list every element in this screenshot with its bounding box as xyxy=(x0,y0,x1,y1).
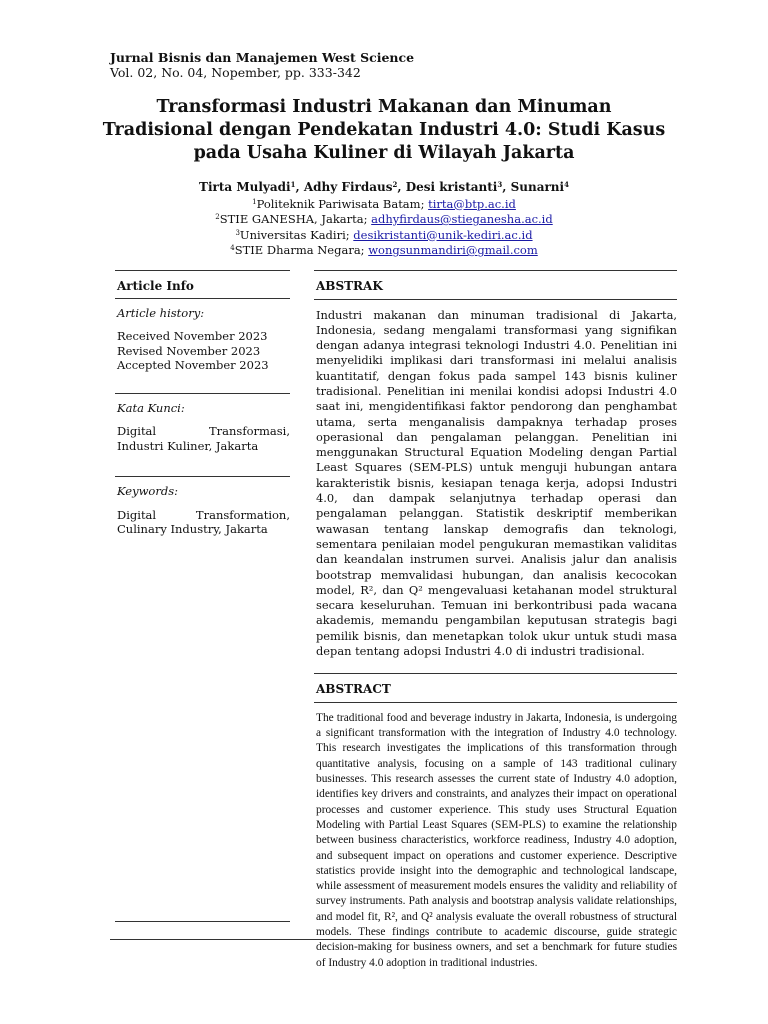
paper-title: Transformasi Industri Makanan dan Minuman Tradisional dengan Pendekatan Industri 4.0: Studi Kasus pada Usaha Kuliner di Wilayah Jakarta xyxy=(102,97,666,163)
keywords-block xyxy=(115,484,290,537)
affiliation-sup: 2 xyxy=(215,213,220,221)
author-name: Desi kristanti xyxy=(405,180,498,194)
journal-header xyxy=(110,50,414,80)
email-link[interactable]: desikristanti@unik-kediri.ac.id xyxy=(353,227,533,242)
author-block xyxy=(100,180,668,259)
abstrak-heading: ABSTRAK xyxy=(314,271,677,300)
affiliation-text: STIE GANESHA, Jakarta; xyxy=(219,212,372,226)
keywords-label: Keywords: xyxy=(117,484,178,498)
author-sup: 2 xyxy=(392,180,398,189)
affiliation-text: STIE Dharma Negara; xyxy=(234,243,369,257)
kata-kunci-text: Digital Transformasi, Industri Kuliner, Jakarta xyxy=(117,424,290,453)
affiliation-text: Politeknik Pariwisata Batam; xyxy=(256,196,429,211)
email-link[interactable]: tirta@btp.ac.id xyxy=(428,196,516,211)
article-history-dates xyxy=(117,329,290,373)
affiliation-1 xyxy=(100,197,668,213)
kata-kunci-block xyxy=(115,401,290,478)
abstract-heading: ABSTRACT xyxy=(314,674,677,703)
accepted-date: Accepted November 2023 xyxy=(117,358,269,372)
journal-name: Jurnal Bisnis dan Manajemen West Science xyxy=(110,50,415,65)
author-separator: , xyxy=(397,180,406,194)
author-name: Sunarni xyxy=(510,180,565,194)
author-names xyxy=(100,180,668,196)
abstrak-text: Industri makanan dan minuman tradisional di Jakarta, Indonesia, sedang mengalami transformasi yang signifikan dengan adanya integrasi teknologi Industri 4.0. Penelitian ini menyelidiki implikasi dari transformasi ini melalui analisis kuantitatif, dengan fokus pada sampel 143 bisnis kuliner tradisional. Penelitian ini menilai kondisi adopsi Industri 4.0 saat ini, mengidentifikasi faktor pendorong dan penghambat utama, serta menganalisis dampaknya terhadap proses operasional dan pengalaman pelanggan. Penelitian ini menggunakan Structural Equation Modeling dengan Partial Least Squares (SEM-PLS) untuk menguji hubungan antara karakteristik bisnis, kesiapan tenaga kerja, adopsi Industri 4.0, dan dampak selanjutnya terhadap operasi dan pengalaman pelanggan. Statistik deskriptif memberikan wawasan tentang lanskap demografis dan teknologi, sementara penilaian model pengukuran memastikan validitas dan keandalan instrumen survei. Analisis jalur dan analisis bootstrap memvalidasi hubungan, dan analisis kecocokan model, R², dan Q² mengevaluasi ketahanan model struktural secara keseluruhan. Temuan ini berkontribusi pada wacana akademis, memandu pengambilan keputusan strategis bagi pemilik bisnis, dan menetapkan tolok ukur untuk studi masa depan tentang adopsi Industri 4.0 di industri tradisional. xyxy=(316,307,677,659)
abstract-text: The traditional food and beverage industry in Jakarta, Indonesia, is undergoing a significant transformation with the integration of Industry 4.0 technology. This research investigates the implications of this transformation through quantitative analysis, focusing on a sample of 143 traditional culinary businesses. This research assesses the current state of Industry 4.0 adoption, identifies key drivers and constraints, and analyzes their impact on operational processes and customer experience. This study uses Structural Equation Modeling with Partial Least Squares (SEM-PLS) to examine the relationship between business characteristics, workforce readiness, Industry 4.0 adoption, and subsequent impact on operations and customer experience. Descriptive statistics provide insight into the demographic and technological landscape, while assessment of measurement models ensures the validity and reliability of survey instruments. Path analysis and bootstrap analysis validate relationships, and model fit, R², and Q² analysis evaluate the overall robustness of structural models. These findings contribute to academic discourse, guide strategic decision-making for business owners, and set a benchmark for future studies of Industry 4.0 adoption in traditional industries. xyxy=(316,711,677,969)
affiliation-4 xyxy=(100,243,668,259)
article-info-column xyxy=(115,270,290,537)
author-sup: 1 xyxy=(290,180,296,189)
received-date: Received November 2023 xyxy=(117,329,268,343)
revised-date: Revised November 2023 xyxy=(117,343,261,358)
left-column-end-rule xyxy=(115,921,290,922)
journal-volume: Vol. 02, No. 04, Nopember, pp. 333-342 xyxy=(110,65,361,80)
affiliation-sup: 1 xyxy=(252,197,257,206)
kata-kunci-label: Kata Kunci: xyxy=(117,400,185,415)
email-link[interactable]: wongsunmandiri@gmail.com xyxy=(368,243,538,257)
author-separator: , xyxy=(295,180,304,194)
article-history-label: Article history: xyxy=(117,305,205,320)
author-name: Tirta Mulyadi xyxy=(199,180,291,194)
affiliation-2 xyxy=(100,212,668,228)
keywords-text: Digital Transformation, Culinary Industry, Jakarta xyxy=(117,507,290,536)
article-info-heading: Article Info xyxy=(115,271,290,299)
affiliation-3 xyxy=(100,228,668,244)
author-sup: 3 xyxy=(497,180,503,189)
author-separator: , xyxy=(502,180,511,194)
article-history-block xyxy=(115,306,290,394)
affiliation-sup: 4 xyxy=(230,244,235,252)
author-sup: 4 xyxy=(564,180,569,189)
author-name: Adhy Firdaus xyxy=(303,180,393,194)
page-bottom-rule xyxy=(110,939,677,940)
affiliation-sup: 3 xyxy=(235,228,240,237)
abstract-column xyxy=(314,270,677,971)
affiliation-text: Universitas Kadiri; xyxy=(239,227,354,242)
email-link[interactable]: adhyfirdaus@stieganesha.ac.id xyxy=(371,212,553,226)
